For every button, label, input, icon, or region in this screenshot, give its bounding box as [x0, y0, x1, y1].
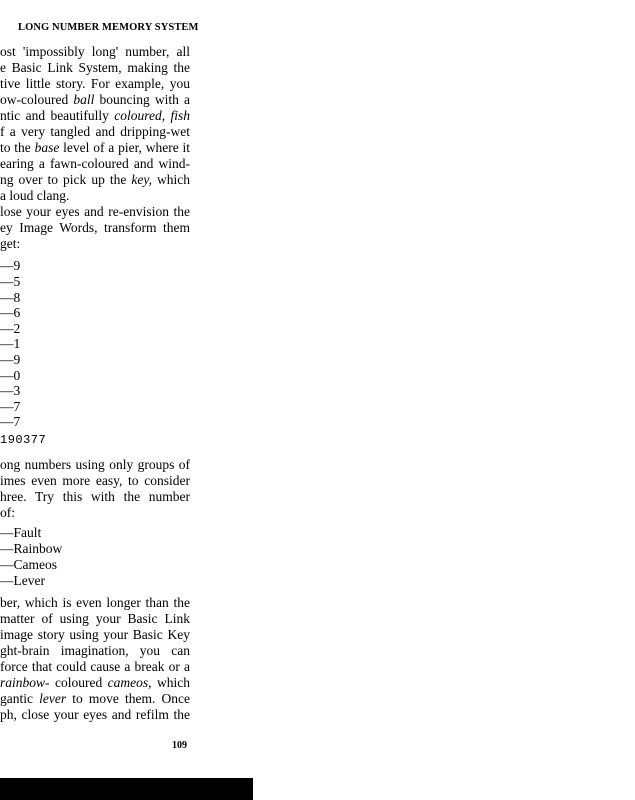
text-line	[0, 92, 190, 108]
text-line: ght-brain imagination, you can	[0, 643, 190, 658]
text-line: image story using your Basic Key	[0, 627, 190, 642]
text-span: ntic and beautifully	[0, 108, 115, 123]
text-line	[0, 691, 190, 707]
text-span: to the	[0, 140, 35, 155]
text-line: earing a fawn-coloured and wind-	[0, 156, 190, 171]
list-item: —Rainbow	[0, 541, 63, 556]
text-line: tive little story. For example, you	[0, 76, 190, 91]
scan-edge-bar	[0, 778, 253, 800]
text-line: of:	[0, 505, 15, 520]
text-line	[0, 108, 190, 124]
list-item: —6	[0, 305, 21, 320]
text-line: e Basic Link System, making the	[0, 60, 190, 75]
list-item: —5	[0, 274, 21, 289]
italic-word: key,	[131, 172, 152, 187]
text-line: ber, which is even longer than the	[0, 595, 190, 610]
text-span: bouncing with a	[94, 92, 190, 107]
text-line: f a very tangled and dripping-wet	[0, 124, 190, 139]
digit-string: 190377	[0, 433, 47, 447]
text-line: ey Image Words, transform them	[0, 220, 190, 235]
list-item: —0	[0, 368, 21, 383]
list-item: —Lever	[0, 573, 45, 588]
italic-word: lever	[39, 691, 67, 706]
italic-word: base	[34, 140, 60, 155]
text-line: force that could cause a break or a	[0, 659, 190, 674]
text-line: lose your eyes and re-envision the	[0, 204, 190, 219]
text-line	[0, 140, 190, 156]
list-item: —8	[0, 290, 21, 305]
list-item: —Fault	[0, 525, 42, 540]
text-line: ost 'impossibly long' number, all	[0, 44, 190, 59]
text-line: get:	[0, 236, 21, 251]
text-span: ng over to pick up the	[0, 172, 132, 187]
text-span: ow-coloured	[0, 92, 74, 107]
text-span: which	[151, 172, 190, 187]
list-item: —7	[0, 399, 21, 414]
text-line: imes even more easy, to consider	[0, 473, 190, 488]
list-item: —7	[0, 414, 21, 429]
text-span: to move them. Once	[66, 691, 190, 706]
list-item: —Cameos	[0, 557, 57, 572]
text-line	[0, 172, 190, 188]
italic-word: rainbow-	[0, 675, 50, 690]
list-item: —9	[0, 258, 21, 273]
italic-word: coloured, fish	[114, 108, 191, 123]
italic-word: cameos,	[107, 675, 152, 690]
text-line: ph, close your eyes and refilm the	[0, 707, 190, 722]
italic-word: ball	[73, 92, 95, 107]
text-span: gantic	[0, 691, 40, 706]
text-line: hree. Try this with the number	[0, 489, 190, 504]
list-item: —1	[0, 336, 21, 351]
list-item: —2	[0, 321, 21, 336]
running-header: LONG NUMBER MEMORY SYSTEM	[18, 22, 199, 33]
text-line: a loud clang.	[0, 188, 70, 203]
page-number: 109	[172, 740, 187, 751]
text-span: which	[151, 675, 190, 690]
text-span: level of a pier, where it	[59, 140, 191, 155]
list-item: —9	[0, 352, 21, 367]
text-line: matter of using your Basic Link	[0, 611, 190, 626]
text-span: coloured	[49, 675, 108, 690]
text-line	[0, 675, 190, 691]
text-line: ong numbers using only groups of	[0, 457, 190, 472]
list-item: —3	[0, 383, 21, 398]
